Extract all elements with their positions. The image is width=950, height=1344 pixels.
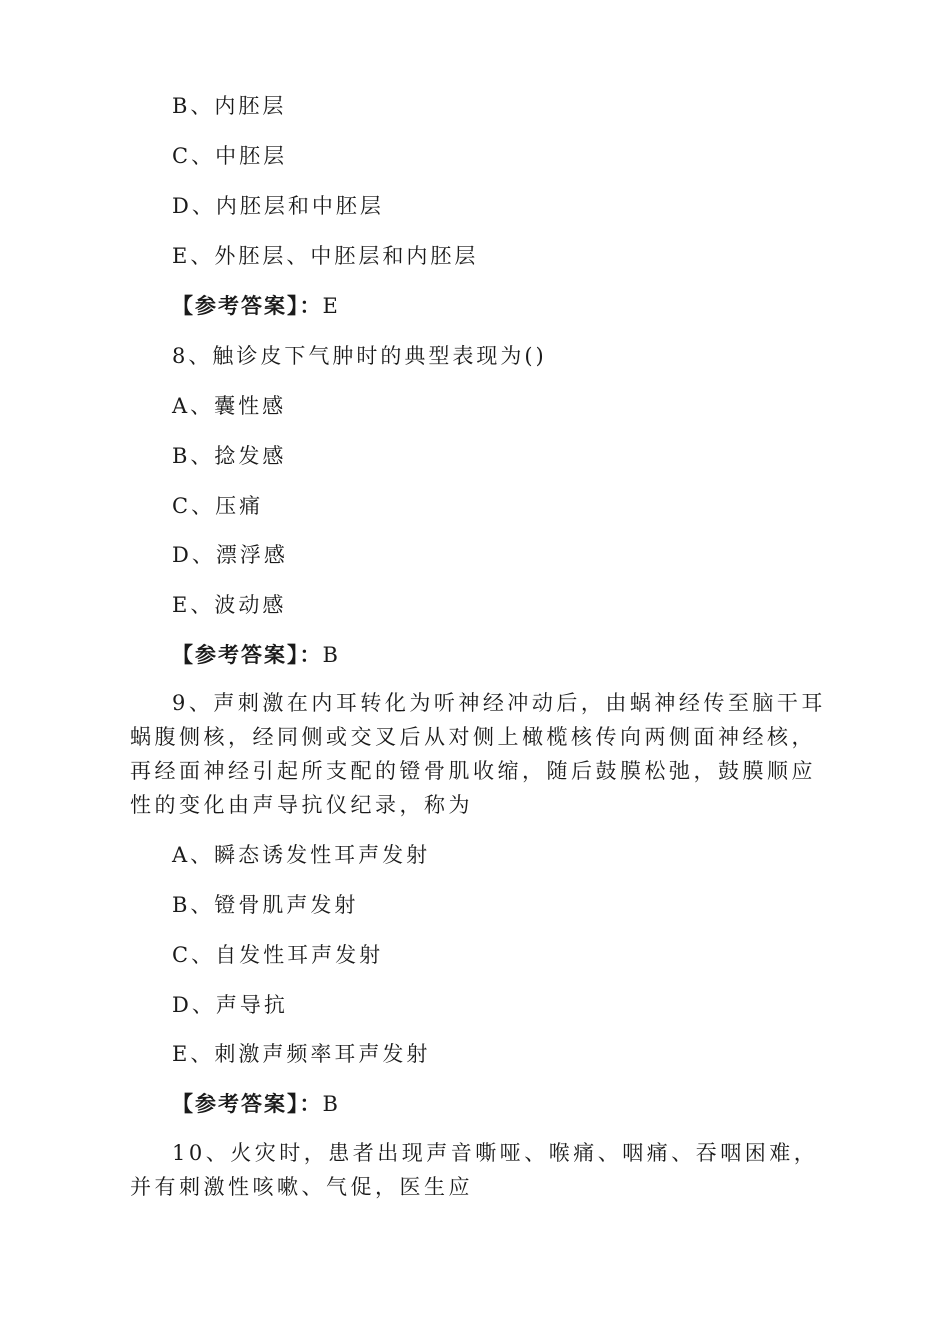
answer-value: B [322, 643, 340, 667]
q8-option-c: C、压痛 [172, 494, 264, 518]
q9-stem: 9、声刺激在内耳转化为听神经冲动后，由蜗神经传至脑干耳蜗腹侧核，经同侧或交叉后从对侧上橄榄核传向两侧面神经核，再经面神经引起所支配的镫骨肌收缩，随后鼓膜松弛，鼓膜顺应性的变化由声导抗仪纪录，称为 [130, 691, 826, 817]
answer-value: E [322, 294, 340, 318]
q7-option-e: E、外胚层、中胚层和内胚层 [172, 244, 479, 268]
q10-stem: 10、火灾时，患者出现声音嘶哑、喉痛、咽痛、吞咽困难，并有刺激性咳嗽、气促，医生应 [130, 1141, 819, 1199]
q9-option-e: E、刺激声频率耳声发射 [172, 1042, 431, 1066]
q8-option-d: D、漂浮感 [172, 543, 288, 567]
q8-stem: 8、触诊皮下气肿时的典型表现为() [172, 344, 547, 368]
q8-option-b: B、捻发感 [172, 444, 287, 468]
q7-option-b: B、内胚层 [172, 94, 287, 118]
q9-option-a: A、瞬态诱发性耳声发射 [172, 843, 431, 867]
answer-label: 【参考答案】： [172, 642, 323, 667]
answer-value: B [322, 1092, 340, 1116]
q7-option-c: C、中胚层 [172, 144, 288, 168]
answer-label: 【参考答案】： [172, 1091, 323, 1116]
q7-option-d: D、内胚层和中胚层 [172, 194, 384, 218]
q7-answer [172, 294, 340, 318]
q8-option-a: A、囊性感 [172, 394, 287, 418]
q9-option-c: C、自发性耳声发射 [172, 943, 384, 967]
answer-label: 【参考答案】： [172, 293, 323, 318]
q9-answer [172, 1092, 340, 1116]
q8-answer [172, 643, 340, 667]
q9-option-d: D、声导抗 [172, 993, 288, 1017]
q8-option-e: E、波动感 [172, 593, 287, 617]
q9-option-b: B、镫骨肌声发射 [172, 893, 359, 917]
